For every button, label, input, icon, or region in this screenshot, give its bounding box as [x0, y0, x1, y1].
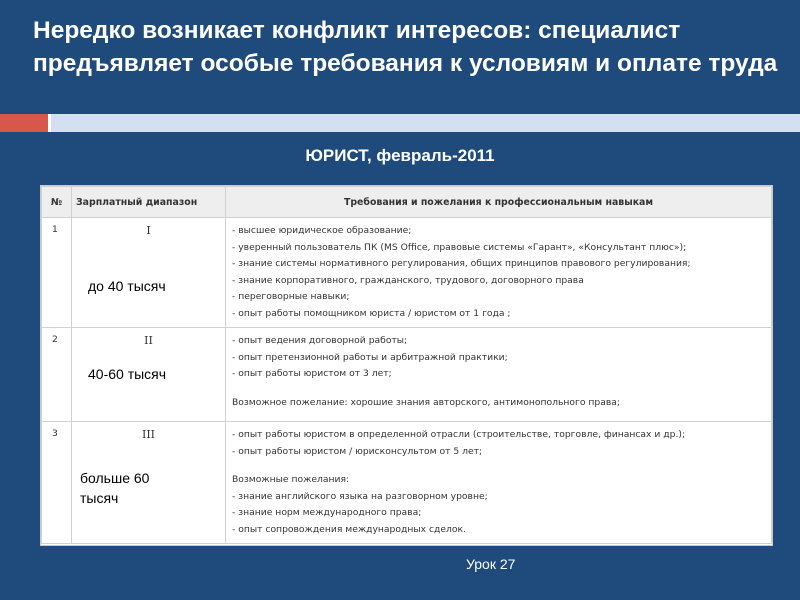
- slide-subtitle: ЮРИСТ, февраль-2011: [305, 146, 495, 165]
- requirements-list: [226, 218, 771, 327]
- row-number-cell: [42, 328, 72, 422]
- salary-cell: [72, 422, 226, 544]
- accent-bar-blue: [51, 114, 800, 132]
- header-number: №: [42, 187, 72, 218]
- accent-bar-red: [0, 114, 51, 132]
- header-requirements: Требования и пожелания к профессиональным навыкам: [226, 187, 772, 218]
- requirement-item: - опыт работы юристом / юрисконсультом от 5 лет;: [232, 445, 483, 457]
- requirements-list: [226, 422, 771, 543]
- wish-item: - знание английского языка на разговорном уровне;: [232, 490, 488, 502]
- requirements-list: [226, 328, 771, 416]
- salary-range-label: 40-60 тысяч: [88, 364, 188, 384]
- salary-range-label: до 40 тысяч: [88, 276, 188, 296]
- wish-item: Возможное пожелание: хорошие знания авторского, антимонопольного права;: [232, 396, 620, 408]
- requirement-item: - высшее юридическое образование;: [232, 225, 412, 236]
- salary-range-roman: II: [144, 334, 153, 347]
- requirements-table: [41, 186, 772, 544]
- slide-title: Нередко возникает конфликт интересов: специалист предъявляет особые требования к условиям и оплате труда: [33, 17, 778, 77]
- table-row: [42, 218, 772, 328]
- requirements-table-container: [40, 185, 773, 546]
- requirement-item: - опыт претензионной работы и арбитражной практики;: [232, 351, 508, 363]
- requirement-item: - переговорные навыки;: [232, 291, 350, 302]
- table-header-row: [42, 187, 772, 218]
- row-number-cell: [42, 422, 72, 544]
- requirements-cell: [226, 218, 772, 328]
- wish-item: Возможные пожелания:: [232, 474, 350, 485]
- section-gap: [232, 383, 765, 395]
- lesson-footer: Урок 27: [466, 556, 516, 572]
- requirement-item: - знание системы нормативного регулирования, общих принципов правового регулирования;: [232, 258, 691, 269]
- salary-range-roman: I: [146, 224, 151, 237]
- header-salary-range: Зарплатный диапазон: [72, 187, 226, 218]
- salary-range-label: больше 60 тысяч: [80, 468, 170, 508]
- requirement-item: - уверенный пользователь ПК (MS Office, правовые системы «Гарант», «Консультант плюс»);: [232, 241, 687, 253]
- requirements-cell: [226, 422, 772, 544]
- wish-item: - опыт сопровождения международных сделок.: [232, 523, 466, 535]
- requirement-item: - опыт работы помощником юриста / юристом от 1 года ;: [232, 307, 511, 319]
- salary-range-roman: III: [141, 428, 156, 441]
- section-gap: [232, 460, 765, 472]
- requirement-item: - опыт работы юристом в определенной отрасли (строительстве, торговле, финансах и др.);: [232, 429, 686, 440]
- row-number: 3: [52, 428, 58, 439]
- wish-item: - знание норм международного права;: [232, 507, 422, 518]
- requirements-cell: [226, 328, 772, 422]
- row-number: 2: [52, 334, 58, 345]
- salary-cell: [72, 328, 226, 422]
- row-number-cell: [42, 218, 72, 328]
- salary-cell: [72, 218, 226, 328]
- requirement-item: - опыт ведения договорной работы;: [232, 335, 408, 346]
- requirement-item: - опыт работы юристом от 3 лет;: [232, 368, 392, 379]
- table-row: [42, 328, 772, 422]
- row-number: 1: [52, 224, 58, 235]
- table-row: [42, 422, 772, 544]
- requirement-item: - знание корпоративного, гражданского, трудового, договорного права: [232, 274, 584, 286]
